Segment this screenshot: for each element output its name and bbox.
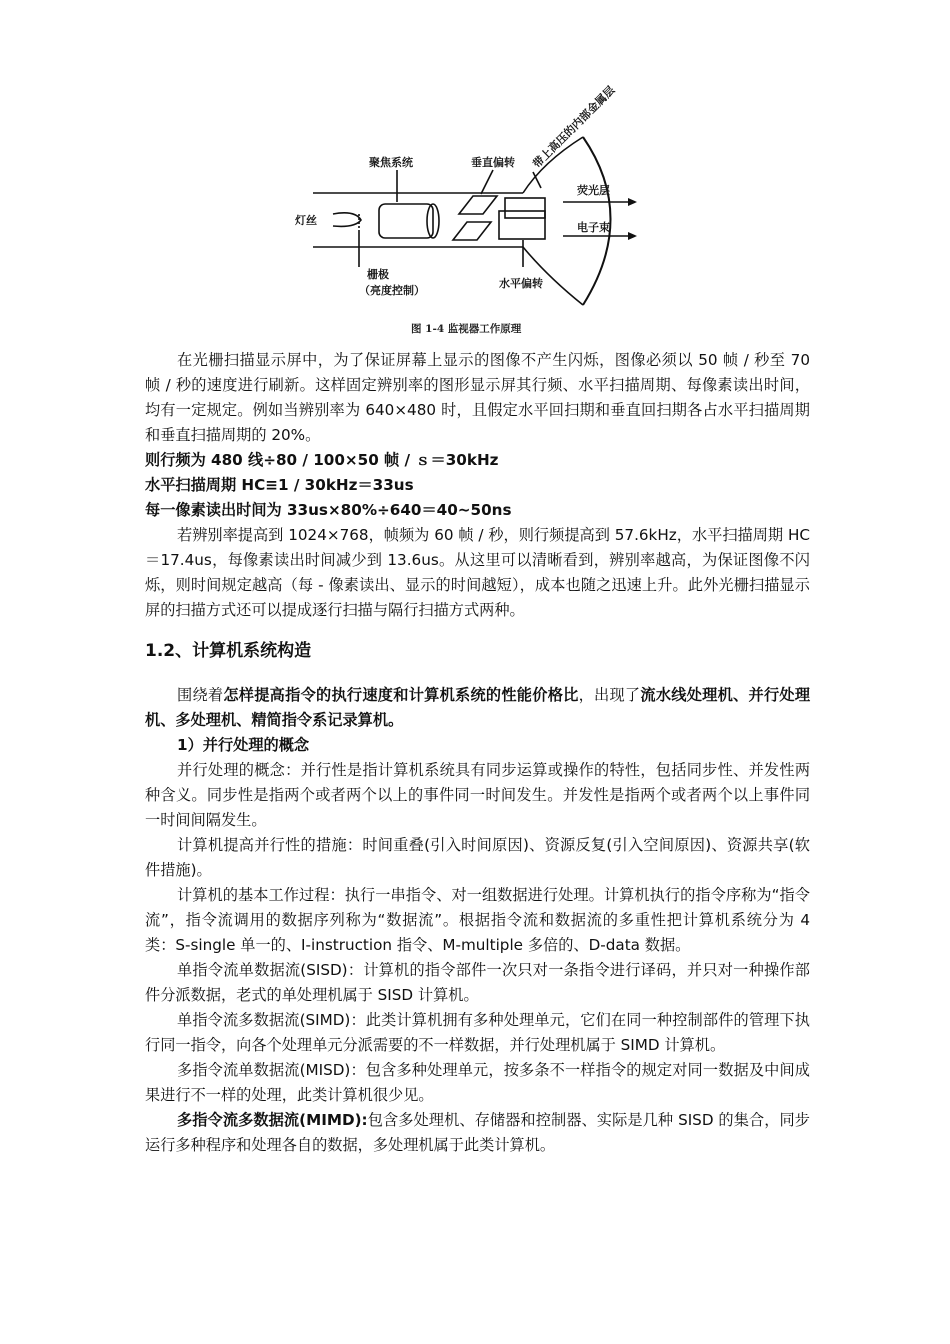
label-vertical-deflection: 垂直偏转 (471, 156, 515, 169)
monitor-diagram-figure (293, 83, 663, 340)
mimd-term: 多指令流多数据流(MIMD): (177, 1111, 368, 1129)
document-body (145, 348, 810, 1158)
paragraph-raster-refresh: 在光栅扫描显示屏中，为了保证屏幕上显示的图像不产生闪烁，图像必须以 50 帧 / 秒至 70 帧 / 秒的速度进行刷新。这样固定辨别率的图形显示屏其行频、水平扫描周期、每像素读出时间，均有一定规定。例如当辨别率为 640×480 时，且假定水平回扫期和垂直回扫期各占水平扫描周期和垂直扫描周期的 20%。 (145, 351, 810, 444)
formula-line-frequency: 则行频为 480 线÷80 / 100×50 帧 / ｓ＝30kHz (145, 451, 499, 469)
label-grid-brightness: （亮度控制） (359, 284, 425, 297)
spacer (145, 669, 810, 683)
label-focus-system: 聚焦系统 (369, 156, 413, 169)
subheading-parallel-concept: 1）并行处理的概念 (177, 736, 310, 754)
paragraph-simd: 单指令流多数据流(SIMD)：此类计算机拥有多种处理单元，它们在同一种控制部件的管理下执行同一指令，向各个处理单元分派需要的不一样数据，并行处理机属于 SIMD 计算机。 (145, 1011, 810, 1054)
label-inner-metal-layer: 带上高压的内部金属层 (530, 83, 618, 171)
paragraph-parallel-concept: 并行处理的概念：并行性是指计算机系统具有同步运算或操作的特性，包括同步性、并发性两种含义。同步性是指两个或者两个以上的事件同一时间发生。并发性是指两个或者两个以上事件同一时间间隔发生。 (145, 761, 810, 829)
paragraph-sisd: 单指令流单数据流(SISD)：计算机的指令部件一次只对一条指令进行译码，并只对一种操作部件分派数据，老式的单处理机属于 SISD 计算机。 (145, 961, 810, 1004)
formula-horizontal-period: 水平扫描周期 HC≡1 / 30kHz＝33us (145, 476, 414, 494)
paragraph-misd: 多指令流单数据流(MISD)：包含多种处理单元，按多条不一样指令的规定对同一数据及中间成果进行不一样的处理，此类计算机很少见。 (145, 1061, 810, 1104)
intro-bold-2: 流水线处理机、并行处理机、多处理机、精简指令系记录算机 (145, 686, 811, 729)
figure-caption: 图 1-4 监视器工作原理 (411, 323, 522, 335)
mimd-text: 包含多处理机、存储器和控制器、实际是几种 SISD 的集合，同步运行多种程序和处理各自的数据，多处理机属于此类计算机。 (145, 1111, 810, 1154)
label-phosphor-layer: 荧光层 (577, 184, 610, 197)
intro-bold-1: 怎样提高指令的执行速度和计算机系统的性能价格比 (223, 686, 579, 704)
paragraph-resolution-increase: 若辨别率提高到 1024×768，帧频为 60 帧 / 秒，则行频提高到 57.6kHz，水平扫描周期 HC＝17.4us，每像素读出时间减少到 13.6us。从这里可以清晰看到，辨别率越高，为保证图像不闪烁，则时间规定越高（每 - 像素读出、显示的时间越短），成本也随之迅速上升。此外光栅扫描显示屏的扫描方式还可以提成逐行扫描与隔行扫描方式两种。 (145, 526, 810, 619)
label-filament: 灯丝 (295, 214, 317, 227)
label-grid: 栅极 (367, 268, 389, 281)
paragraph-parallel-measures: 计算机提高并行性的措施：时间重叠(引入时间原因)、资源反复(引入空间原因)、资源共享(软件措施)。 (145, 836, 810, 879)
paragraph-basic-process: 计算机的基本工作过程：执行一串指令、对一组数据进行处理。计算机执行的指令序称为“指令流”，指令流调用的数据序列称为“数据流”。根据指令流和数据流的多重性把计算机系统分为 4 类：S-single 单一的、I-instruction 指令、M-multiple 多倍的、D-data 数据。 (145, 886, 810, 954)
section-heading: 1.2、计算机系统构造 (145, 641, 312, 661)
formula-pixel-time: 每一像素读出时间为 33us×80%÷640＝40~50ns (145, 501, 512, 519)
paragraph-intro (145, 683, 810, 733)
intro-text-1: 围绕着 (177, 686, 224, 704)
label-electron-beam: 电子束 (577, 221, 610, 234)
intro-text-2: ，出现了 (578, 686, 641, 704)
label-horizontal-deflection: 水平偏转 (499, 277, 543, 290)
intro-text-3: 。 (388, 711, 404, 729)
paragraph-mimd (145, 1108, 810, 1158)
